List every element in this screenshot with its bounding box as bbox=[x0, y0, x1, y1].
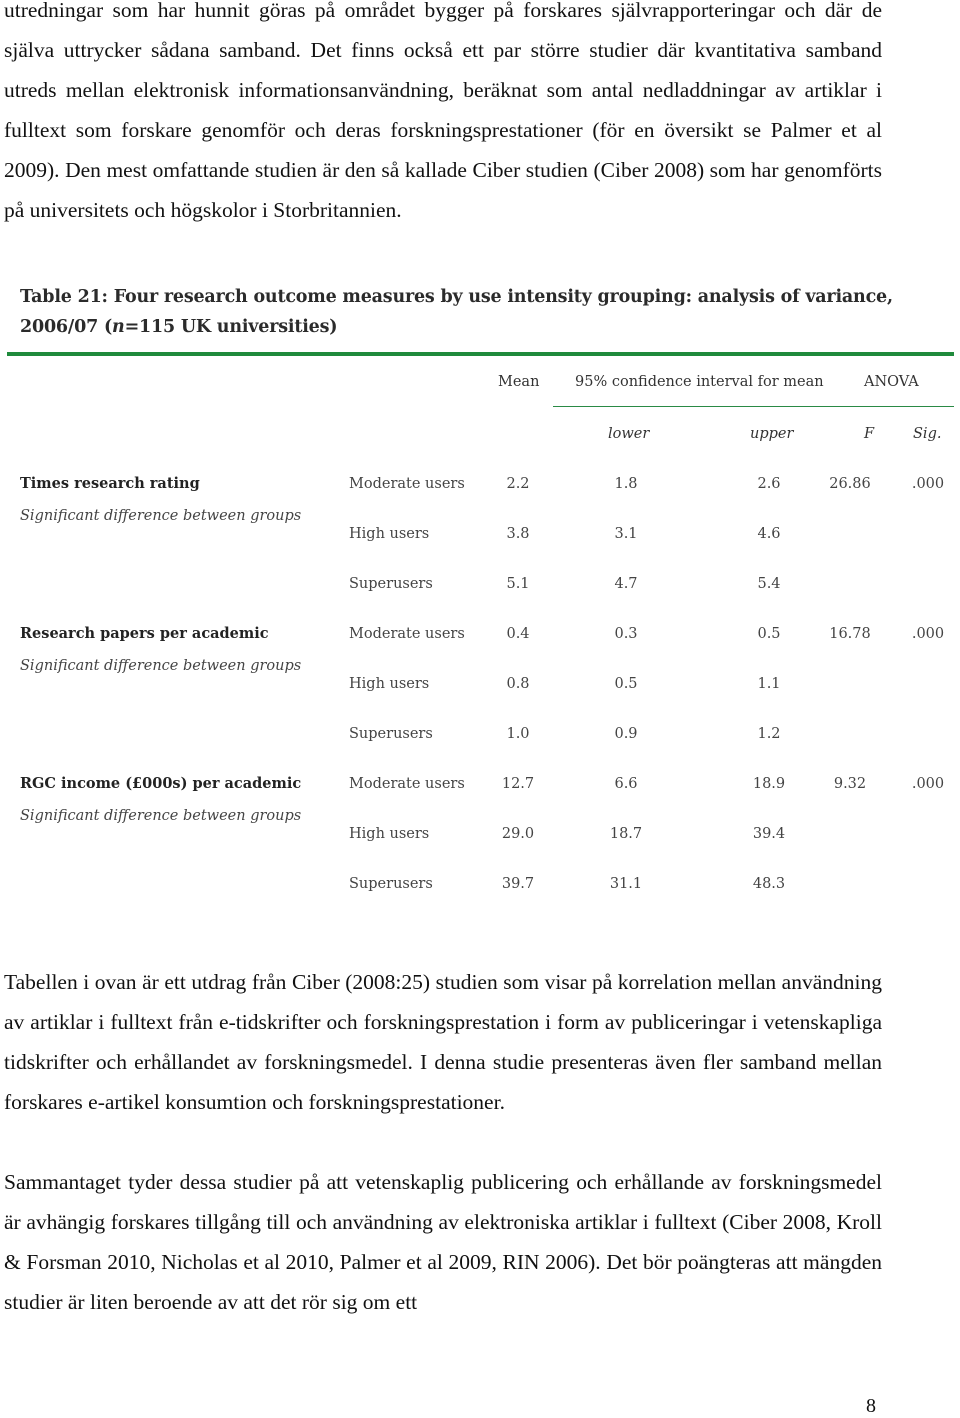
table-title-n: n bbox=[112, 317, 125, 337]
header-upper: upper bbox=[750, 426, 794, 442]
significance-note: Significant difference between groups bbox=[20, 808, 302, 824]
upper-value: 18.9 bbox=[752, 776, 786, 792]
f-value: 16.78 bbox=[829, 626, 871, 642]
lower-value: 1.8 bbox=[614, 476, 638, 492]
header-f: F bbox=[864, 426, 875, 442]
lower-value: 31.1 bbox=[609, 876, 643, 892]
header-sig: Sig. bbox=[913, 426, 942, 442]
mean-value: 29.0 bbox=[501, 826, 535, 842]
mean-value: 1.0 bbox=[506, 726, 530, 742]
lower-value: 0.5 bbox=[614, 676, 638, 692]
measure-label: Times research rating bbox=[20, 475, 200, 492]
sig-value: .000 bbox=[911, 476, 945, 492]
group-label: High users bbox=[349, 826, 430, 842]
mean-value: 5.1 bbox=[506, 576, 530, 592]
group-label: Superusers bbox=[349, 726, 433, 742]
upper-value: 1.2 bbox=[757, 726, 781, 742]
header-lower: lower bbox=[608, 426, 650, 442]
header-ci: 95% confidence interval for mean bbox=[575, 374, 824, 390]
body-paragraph-2: Sammantaget tyder dessa studier på att vetenskaplig publicering och erhållande av forskningsmedel är avhängig forskares tillgång till och användning av elektroniska artiklar i fulltext (Ciber 2008, Kroll & Forsman 2010, Nicholas et al 2010, Palmer et al 2009, RIN 2006). Det bör poängteras att mängden studier är liten beroende av att det rör sig om ett bbox=[4, 1170, 882, 1314]
lower-value: 3.1 bbox=[614, 526, 638, 542]
mean-value: 0.4 bbox=[506, 626, 530, 642]
group-label: Superusers bbox=[349, 876, 433, 892]
upper-value: 0.5 bbox=[757, 626, 781, 642]
sig-value: .000 bbox=[911, 626, 945, 642]
mean-value: 12.7 bbox=[501, 776, 535, 792]
mean-value: 3.8 bbox=[506, 526, 530, 542]
f-value: 9.32 bbox=[833, 776, 867, 792]
table-top-rule bbox=[7, 352, 954, 356]
lower-value: 18.7 bbox=[609, 826, 643, 842]
upper-value: 5.4 bbox=[757, 576, 781, 592]
upper-value: 39.4 bbox=[752, 826, 786, 842]
group-label: Moderate users bbox=[349, 476, 465, 492]
measure-label: RGC income (£000s) per academic bbox=[20, 775, 302, 792]
table-title-tail: =115 UK universities) bbox=[124, 317, 338, 337]
sig-value: .000 bbox=[911, 776, 945, 792]
header-mean: Mean bbox=[498, 374, 540, 390]
group-label: Moderate users bbox=[349, 626, 465, 642]
page-number: 8 bbox=[866, 1395, 876, 1417]
table-title-main: Table 21: Four research outcome measures by use intensity grouping: analysis of variance, 2006/07 ( bbox=[20, 287, 893, 337]
mean-value: 39.7 bbox=[501, 876, 535, 892]
upper-value: 48.3 bbox=[752, 876, 786, 892]
significance-note: Significant difference between groups bbox=[20, 508, 302, 524]
lower-value: 4.7 bbox=[614, 576, 638, 592]
upper-value: 4.6 bbox=[757, 526, 781, 542]
body-paragraph-1: Tabellen i ovan är ett utdrag från Ciber (2008:25) studien som visar på korrelation mellan användning av artiklar i fulltext från e-tidskrifter och forskningsprestation i form av publiceringar i vetenskapliga tidskrifter och erhållandet av forskningsmedel. I denna studie presenteras även fler samband mellan forskares e-artikel konsumtion och forskningsprestationer. bbox=[4, 970, 882, 1114]
header-rule bbox=[553, 406, 954, 407]
lower-value: 6.6 bbox=[614, 776, 638, 792]
measure-label: Research papers per academic bbox=[20, 625, 269, 642]
intro-paragraph: utredningar som har hunnit göras på området bygger på forskares självrapporteringar och där de själva uttrycker sådana samband. Det finns också ett par större studier där kvantitativa samband utreds mellan elektronisk informationsanvändning, beräknat som antal nedladdningar av artiklar i fulltext som forskare genomför och deras forskningsprestationer (för en översikt se Palmer et al 2009). Den mest omfattande studien är den så kallade Ciber studien (Ciber 2008) som har genomförts på universitets och högskolor i Storbritannien. bbox=[4, 0, 882, 222]
table-title bbox=[20, 282, 955, 342]
lower-value: 0.3 bbox=[614, 626, 638, 642]
mean-value: 2.2 bbox=[506, 476, 530, 492]
significance-note: Significant difference between groups bbox=[20, 658, 302, 674]
group-label: Superusers bbox=[349, 576, 433, 592]
header-anova: ANOVA bbox=[864, 374, 919, 390]
lower-value: 0.9 bbox=[614, 726, 638, 742]
mean-value: 0.8 bbox=[506, 676, 530, 692]
group-label: Moderate users bbox=[349, 776, 465, 792]
upper-value: 2.6 bbox=[757, 476, 781, 492]
group-label: High users bbox=[349, 526, 430, 542]
upper-value: 1.1 bbox=[757, 676, 781, 692]
f-value: 26.86 bbox=[829, 476, 871, 492]
group-label: High users bbox=[349, 676, 430, 692]
